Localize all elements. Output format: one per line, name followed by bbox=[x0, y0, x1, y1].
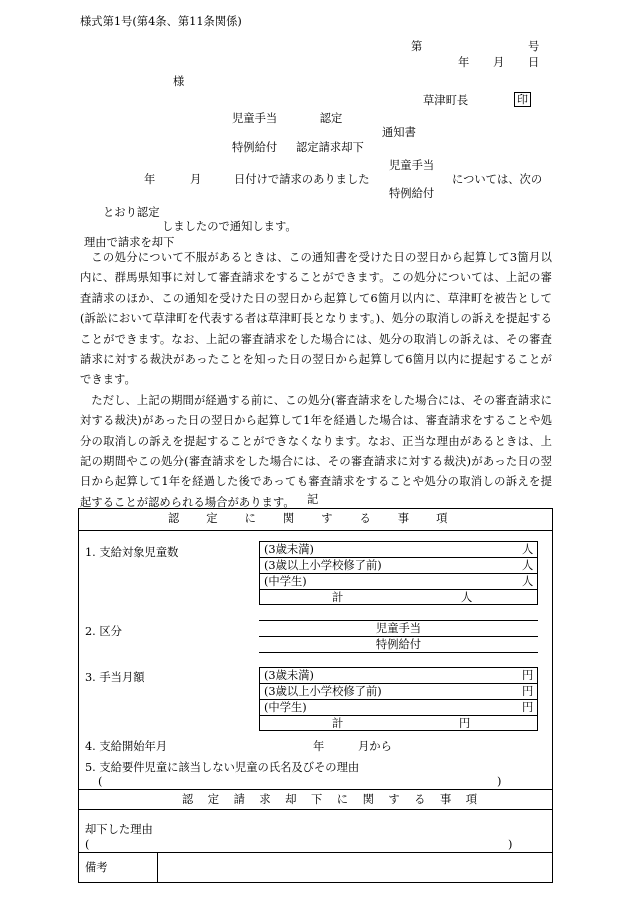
item3-row-under3: (3歳未満) bbox=[264, 669, 314, 682]
grid-line bbox=[259, 573, 538, 574]
item1-unit: 人 bbox=[461, 591, 473, 604]
grid-line bbox=[259, 652, 538, 653]
sentence-allowance-special: 特例給付 bbox=[389, 187, 435, 200]
item1-row-under3: (3歳未満) bbox=[264, 543, 314, 556]
decision-approve-title: 認定 bbox=[319, 112, 343, 125]
allowance-main-title: 児童手当 bbox=[232, 112, 278, 125]
item1-row-preschool: (3歳以上小学校修了前) bbox=[264, 559, 382, 572]
table-divider bbox=[78, 809, 553, 810]
item5-label: 5. 支給要件児童に該当しない児童の氏名及びその理由 bbox=[85, 761, 360, 774]
item4-year: 年 bbox=[313, 740, 325, 753]
sentence-allowance-main: 児童手当 bbox=[389, 159, 435, 172]
document-number-prefix: 第 bbox=[411, 40, 423, 53]
notice-word: 通知書 bbox=[382, 126, 416, 139]
grid-line bbox=[259, 589, 538, 590]
result-reject: 理由で請求を却下 bbox=[84, 236, 175, 249]
remarks-divider bbox=[157, 852, 158, 883]
date-month: 月 bbox=[493, 56, 505, 69]
item4-label: 4. 支給開始年月 bbox=[85, 740, 168, 753]
grid-line bbox=[259, 636, 538, 637]
table-divider bbox=[78, 852, 553, 853]
item1-total-label: 計 bbox=[332, 591, 344, 604]
item3-unit: 円 bbox=[522, 669, 534, 682]
result-notify: しましたので通知します。 bbox=[162, 220, 297, 233]
item2-option-main: 児童手当 bbox=[375, 622, 422, 635]
instructions-paragraph-1: この処分について不服があるときは、この通知書を受けた日の翌日から起算して3箇月以内に、群馬県知事に対して審査請求をすることができます。この処分については、上記の審査請求のほか、この通知を受けた日の翌日から起算して6箇月以内に、草津町を被告として(訴訟において草津町を代表する者は草津町長となります。)、処分の取消しの訴えを提起することができます。なお、上記の審査請求をした場合には、処分の取消しの訴えは、その審査請求に対する裁決があったことを知った日の翌日から起算して6箇月以内に提起することができます。 bbox=[80, 251, 552, 387]
remarks-label: 備考 bbox=[85, 861, 108, 874]
item1-unit: 人 bbox=[522, 559, 534, 572]
issuer-name: 草津町長 bbox=[423, 94, 469, 107]
item1-unit: 人 bbox=[522, 543, 534, 556]
record-label: 記 bbox=[307, 493, 319, 506]
item1-unit: 人 bbox=[522, 575, 534, 588]
table-divider bbox=[78, 530, 553, 531]
item1-label: 1. 支給対象児童数 bbox=[85, 546, 179, 559]
addressee-honorific: 様 bbox=[173, 75, 185, 88]
rejection-reason-label: 却下した理由 bbox=[85, 823, 153, 836]
seal-mark: 印 bbox=[514, 92, 531, 107]
item3-label: 3. 手当月額 bbox=[85, 671, 145, 684]
result-approve: とおり認定 bbox=[103, 206, 160, 219]
rejection-paren-open: ( bbox=[85, 838, 90, 851]
sentence-request: 日付けで請求のありました bbox=[234, 173, 370, 186]
item3-row-junior-high: (中学生) bbox=[264, 701, 307, 714]
item3-unit: 円 bbox=[459, 717, 471, 730]
rejection-paren-close: ) bbox=[508, 838, 513, 851]
item3-row-preschool: (3歳以上小学校修了前) bbox=[264, 685, 382, 698]
sentence-month: 月 bbox=[190, 173, 202, 186]
grid-line bbox=[259, 699, 538, 700]
date-day: 日 bbox=[528, 56, 540, 69]
date-year: 年 bbox=[458, 56, 470, 69]
form-label: 様式第1号(第4条、第11条関係) bbox=[80, 15, 242, 28]
document-number-suffix: 号 bbox=[528, 40, 540, 53]
item3-total-label: 計 bbox=[332, 717, 344, 730]
instructions-paragraph-2: ただし、上記の期間が経過する前に、この処分(審査請求をした場合には、その審査請求に対する裁決)があった日の翌日から起算して1年を経過した場合は、審査請求をすることや処分の取消しの訴えを提起することができなくなります。なお、正当な理由があるときは、上記の期間やこの処分(審査請求をした場合には、その審査請求に対する裁決)があった日の翌日から起算して1年を経過した後であっても審査請求をすることや処分の取消しの訴えを提起することが認められる場合があります。 bbox=[80, 393, 552, 509]
allowance-special-title: 特例給付 bbox=[232, 141, 278, 154]
item1-row-junior-high: (中学生) bbox=[264, 575, 307, 588]
item3-unit: 円 bbox=[522, 701, 534, 714]
grid-line bbox=[259, 557, 538, 558]
table-divider bbox=[78, 789, 553, 790]
sentence-year: 年 bbox=[144, 173, 156, 186]
sentence-after: については、次の bbox=[452, 173, 543, 186]
item5-paren-close: ) bbox=[497, 775, 502, 788]
grid-line bbox=[259, 715, 538, 716]
item4-month: 月から bbox=[358, 740, 392, 753]
approval-section-title: 認定に関する事項 bbox=[168, 512, 475, 525]
item5-paren-open: ( bbox=[98, 775, 103, 788]
grid-line bbox=[259, 683, 538, 684]
rejection-section-title: 認定請求却下に関する事項 bbox=[182, 793, 492, 806]
grid-line bbox=[259, 620, 538, 621]
instructions bbox=[80, 248, 552, 513]
item3-unit: 円 bbox=[522, 685, 534, 698]
item2-option-special: 特例給付 bbox=[375, 638, 422, 651]
decision-reject-title: 認定請求却下 bbox=[296, 141, 364, 154]
item2-label: 2. 区分 bbox=[85, 625, 122, 638]
